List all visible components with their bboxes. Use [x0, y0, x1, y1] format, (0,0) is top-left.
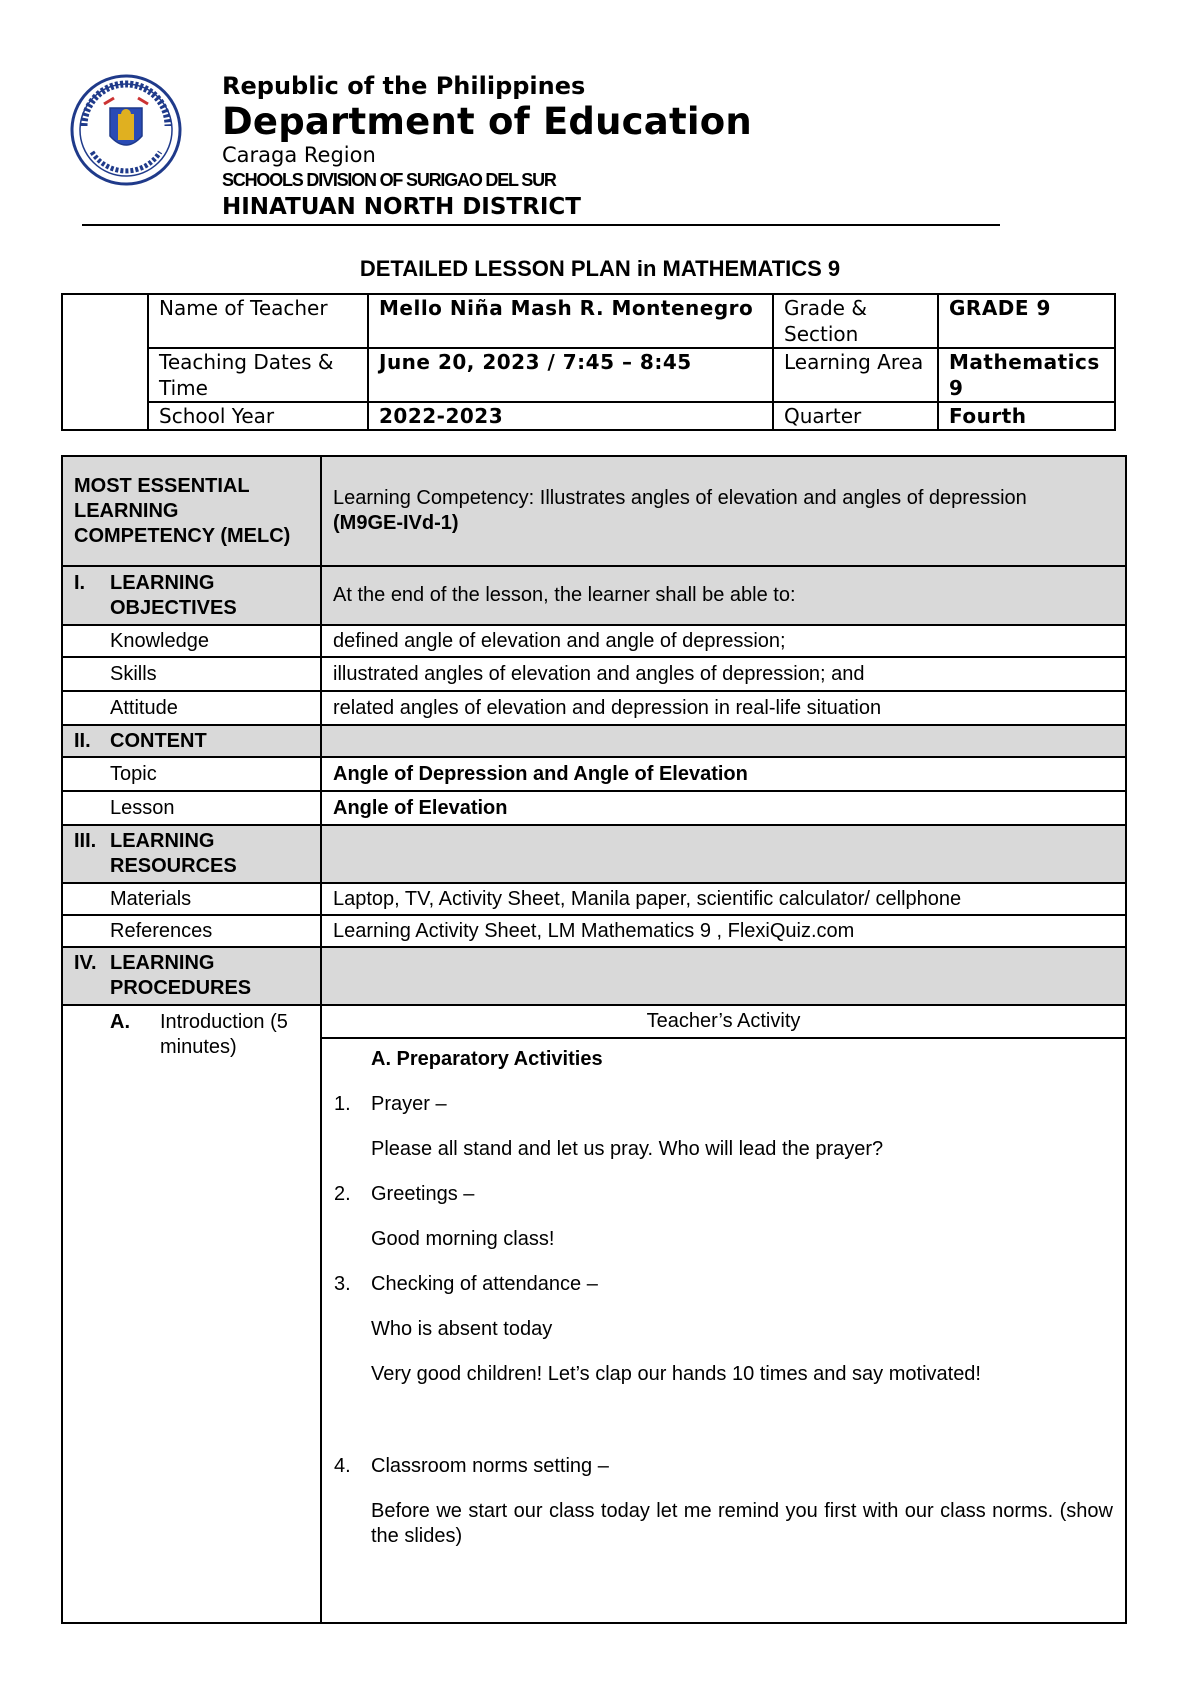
teacher-label: Name of Teacher	[148, 294, 368, 348]
prep-title: A. Preparatory Activities	[371, 1048, 603, 1070]
intro-label: Introduction (5 minutes)	[160, 1011, 288, 1058]
topic-text: Angle of Depression and Angle of Elevation	[321, 757, 1126, 791]
skills-cell	[62, 657, 321, 691]
empty-cell	[62, 294, 148, 430]
activity-body	[321, 1038, 1126, 1623]
attitude-label: Attitude	[110, 696, 178, 719]
references-label: References	[110, 919, 213, 942]
resources-num: III.	[74, 830, 97, 852]
topic-cell	[62, 757, 321, 791]
intro-num: A.	[110, 1011, 130, 1033]
district-text: HINATUAN NORTH DISTRICT	[222, 194, 581, 220]
knowledge-cell	[62, 625, 321, 657]
teacher-info-table	[61, 293, 1116, 431]
greetings-line: Good morning class!	[371, 1228, 555, 1250]
lesson-cell	[62, 791, 321, 825]
resources-empty	[321, 825, 1126, 883]
dates-label: Teaching Dates & Time	[148, 348, 368, 402]
procedures-empty	[321, 947, 1126, 1005]
deped-seal-icon	[70, 74, 182, 186]
topic-label: Topic	[110, 762, 157, 785]
step-norms: 4. Classroom norms setting –	[334, 1455, 609, 1477]
content-num: II.	[74, 729, 91, 752]
header-divider	[82, 224, 1000, 226]
attitude-text: related angles of elevation and depression in real-life situation	[321, 691, 1126, 725]
procedures-heading	[62, 947, 321, 1005]
materials-cell	[62, 883, 321, 915]
region-text: Caraga Region	[222, 143, 376, 167]
lesson-text: Angle of Elevation	[321, 791, 1126, 825]
step-attendance: 3. Checking of attendance –	[334, 1273, 598, 1295]
objectives-num: I.	[74, 571, 86, 594]
lesson-plan-table	[61, 455, 1127, 1624]
prayer-line: Please all stand and let us pray. Who will lead the prayer?	[371, 1138, 884, 1160]
attendance-line-2: Very good children! Let’s clap our hands 10 times and say motivated!	[371, 1363, 981, 1385]
melc-code: (M9GE-IVd-1)	[333, 512, 459, 534]
activity-header: Teacher’s Activity	[321, 1005, 1126, 1038]
norms-line: Before we start our class today let me remind you first with our class norms. (show the slides)	[371, 1500, 1113, 1547]
quarter-label: Quarter	[773, 402, 938, 430]
objectives-text: At the end of the lesson, the learner shall be able to:	[321, 566, 1126, 625]
procedures-num: IV.	[74, 952, 97, 974]
materials-text: Laptop, TV, Activity Sheet, Manila paper, scientific calculator/ cellphone	[321, 883, 1126, 915]
division-text: SCHOOLS DIVISION OF SURIGAO DEL SUR	[222, 170, 556, 190]
quarter-value: Fourth	[938, 402, 1115, 430]
attendance-line-1: Who is absent today	[371, 1318, 553, 1340]
resources-heading	[62, 825, 321, 883]
step-greetings: 2. Greetings –	[334, 1183, 475, 1205]
melc-text: Learning Competency: Illustrates angles of elevation and angles of depression	[333, 487, 1027, 509]
references-cell	[62, 915, 321, 947]
dates-value: June 20, 2023 / 7:45 – 8:45	[368, 348, 773, 402]
skills-label: Skills	[110, 662, 157, 685]
resources-label: LEARNING RESOURCES	[110, 830, 237, 877]
procedures-label: LEARNING PROCEDURES	[110, 952, 252, 999]
melc-cell	[321, 456, 1126, 566]
department-title: Department of Education	[222, 100, 752, 143]
content-empty	[321, 725, 1126, 757]
content-label: CONTENT	[110, 729, 207, 752]
lesson-label: Lesson	[110, 796, 175, 819]
knowledge-text: defined angle of elevation and angle of depression;	[321, 625, 1126, 657]
year-label: School Year	[148, 402, 368, 430]
references-text: Learning Activity Sheet, LM Mathematics 9 , FlexiQuiz.com	[321, 915, 1126, 947]
skills-text: illustrated angles of elevation and angles of depression; and	[321, 657, 1126, 691]
introduction-cell	[62, 1005, 321, 1623]
step-prayer: 1. Prayer –	[334, 1093, 447, 1115]
area-label: Learning Area	[773, 348, 938, 402]
content-heading	[62, 725, 321, 757]
grade-value: GRADE 9	[938, 294, 1115, 348]
year-value: 2022-2023	[368, 402, 773, 430]
attitude-cell	[62, 691, 321, 725]
objectives-heading	[62, 566, 321, 625]
area-value: Mathematics 9	[938, 348, 1115, 402]
materials-label: Materials	[110, 887, 192, 910]
grade-label: Grade & Section	[773, 294, 938, 348]
objectives-label: LEARNING OBJECTIVES	[110, 571, 237, 619]
teacher-value: Mello Niña Mash R. Montenegro	[368, 294, 773, 348]
melc-label: MOST ESSENTIAL LEARNING COMPETENCY (MELC)	[62, 456, 321, 566]
knowledge-label: Knowledge	[110, 629, 209, 652]
republic-text: Republic of the Philippines	[222, 72, 586, 100]
document-title: DETAILED LESSON PLAN in MATHEMATICS 9	[359, 256, 841, 281]
